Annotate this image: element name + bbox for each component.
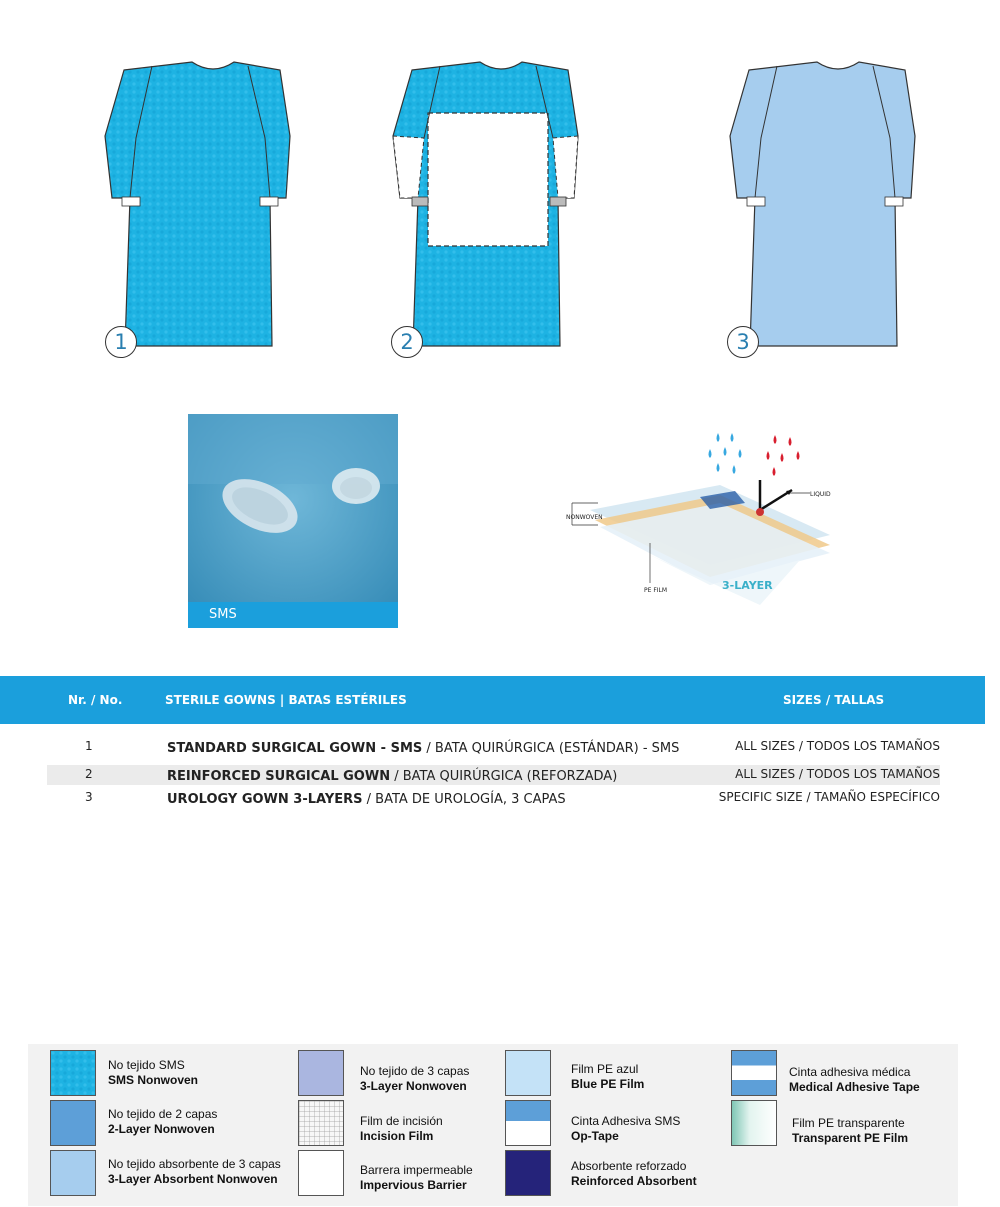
header-gowns: STERILE GOWNS | BATAS ESTÉRILES [165,693,407,707]
row-number: 2 [85,767,93,781]
row-number: 1 [85,739,93,753]
legend-es: Cinta Adhesiva SMS [571,1114,681,1128]
legend-es: Film PE azul [571,1062,639,1076]
legend-item [571,1159,697,1189]
legend-item [108,1058,198,1088]
swatch-2-layer-nonwoven [50,1100,96,1146]
legend-en: Incision Film [360,1129,434,1143]
table-row [47,788,940,808]
legend-en: Reinforced Absorbent [571,1174,697,1188]
legend-es: Barrera impermeable [360,1163,473,1177]
legend-item [571,1114,680,1144]
row-name-rest: / BATA QUIRÚRGICA (ESTÁNDAR) - SMS [422,741,680,756]
row-name-bold: UROLOGY GOWN 3-LAYERS [167,792,363,807]
swatch-3-layer-nonwoven [298,1050,344,1096]
gown-number-badge: 2 [391,326,423,358]
legend-item [789,1065,920,1095]
sms-caption: SMS [188,602,398,628]
pe-film-label: PE FILM [644,587,668,594]
legend-en: Impervious Barrier [360,1178,467,1192]
legend-es: Cinta adhesiva médica [789,1065,911,1079]
legend-es: No tejido de 3 capas [360,1064,470,1078]
legend-item [108,1157,281,1187]
legend-item [571,1062,644,1092]
row-name-rest: / BATA QUIRÚRGICA (REFORZADA) [390,769,618,784]
gown-number-badge: 3 [727,326,759,358]
three-layer-title: 3-LAYER [722,579,773,592]
swatch-blue-pe-film [505,1050,551,1096]
header-number: Nr. / No. [68,693,123,707]
legend-es: No tejido de 2 capas [108,1107,218,1121]
legend-en: SMS Nonwoven [108,1073,199,1087]
legend-en: Medical Adhesive Tape [789,1080,920,1094]
swatch-incision-film [298,1100,344,1146]
legend-es: Absorbente reforzado [571,1159,687,1173]
legend-es: No tejido SMS [108,1058,185,1072]
row-size: SPECIFIC SIZE / TAMAÑO ESPECÍFICO [718,790,940,804]
swatch-3-layer-absorbent [50,1150,96,1196]
material-legend [28,1044,958,1206]
legend-item [108,1107,217,1137]
gown-number-badge: 1 [105,326,137,358]
legend-en: 3-Layer Nonwoven [360,1079,467,1093]
row-name-rest: / BATA DE UROLOGÍA, 3 CAPAS [362,792,566,807]
swatch-transparent-pe-film [731,1100,777,1146]
row-name-bold: REINFORCED SURGICAL GOWN [167,769,391,784]
legend-item [792,1116,908,1146]
row-name [167,741,679,756]
legend-item [360,1163,473,1193]
liquid-label: LIQUID [810,491,831,498]
legend-en: 2-Layer Nonwoven [108,1122,215,1136]
row-size: ALL SIZES / TODOS LOS TAMAÑOS [735,739,940,753]
gown-1-illustration [100,58,295,354]
row-size: ALL SIZES / TODOS LOS TAMAÑOS [735,767,940,781]
nonwoven-label: NONWOVEN [566,514,603,521]
swatch-op-tape [505,1100,551,1146]
swatch-reinforced-absorbent [505,1150,551,1196]
legend-es: Film PE transparente [792,1116,905,1130]
gown-3-illustration [725,58,925,354]
legend-item [360,1114,443,1144]
three-layer-diagram [560,425,840,605]
sms-fabric-photo [188,414,398,628]
legend-en: Blue PE Film [571,1077,645,1091]
swatch-impervious-barrier [298,1150,344,1196]
legend-es: No tejido absorbente de 3 capas [108,1157,281,1171]
legend-es: Film de incisión [360,1114,443,1128]
gown-2-illustration [388,58,583,354]
legend-item [360,1064,469,1094]
legend-en: Transparent PE Film [792,1131,909,1145]
gowns-table-header [0,676,985,724]
swatch-sms-nonwoven [50,1050,96,1096]
row-name [167,769,617,784]
row-name-bold: STANDARD SURGICAL GOWN - SMS [167,741,423,756]
row-number: 3 [85,790,93,804]
header-sizes: SIZES / TALLAS [783,693,885,707]
swatch-medical-adhesive-tape [731,1050,777,1096]
table-row [47,737,940,757]
legend-en: Op-Tape [571,1129,619,1143]
row-name [167,792,566,807]
table-row [47,765,940,785]
legend-en: 3-Layer Absorbent Nonwoven [108,1172,278,1186]
